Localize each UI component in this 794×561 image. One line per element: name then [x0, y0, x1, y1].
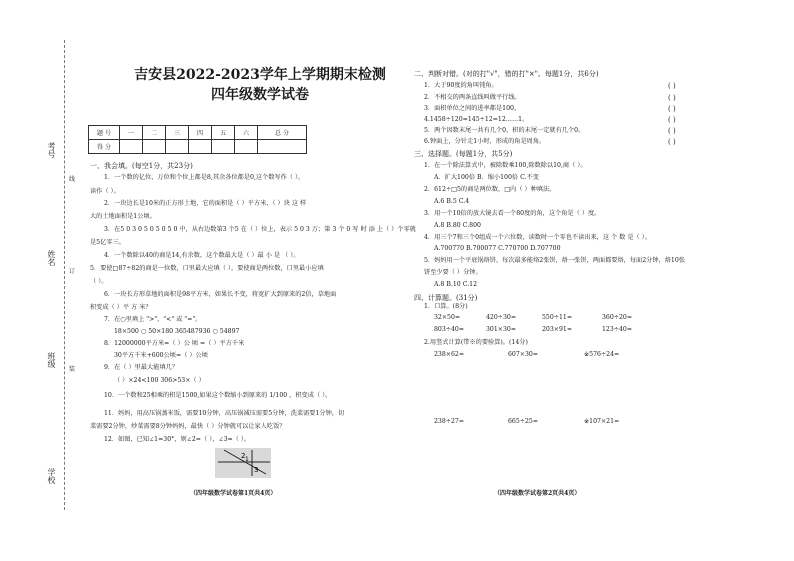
question-line: 积变成（ ）平 方 米？	[90, 304, 152, 311]
judge-item: 2．不相交的两条直线叫做平行线。	[424, 94, 521, 101]
score-cell: 二	[143, 126, 166, 140]
binding-mark-line: 线	[69, 176, 76, 183]
oral-calc-item: 803÷40≈	[434, 326, 465, 333]
question-line: 30平方千米+600公顷=（ ）公顷	[114, 352, 208, 359]
choice-line: A.6 B.5 C.4	[434, 198, 470, 205]
vertical-calc-item: 238÷27=	[434, 418, 465, 425]
question-line: 18×500 ○ 50×180 365487936 ○ 54897	[114, 328, 240, 335]
score-cell: 六	[235, 126, 258, 140]
judge-item: 1．大于90度的角叫钝角。	[424, 82, 498, 89]
score-input-cell[interactable]	[120, 140, 143, 154]
page-footer-1: （四年级数学试卷第1页共4页）	[190, 490, 277, 497]
binding-dashed-line	[64, 40, 65, 510]
question-line: 是5亿零三。	[90, 239, 125, 246]
judge-answer-blank[interactable]: ( )	[668, 127, 676, 135]
section-1-heading: 一、我会填。(每空1分，共23分)	[90, 162, 193, 170]
side-label-exam-number: 考号	[47, 142, 56, 158]
choice-line: 2．612÷□5的商是两位数，□内（ ）种填法。	[424, 186, 556, 193]
question-line: 菜需要2分钟，炒菜需要8分钟妈妈，最快（ ）分钟就可以让家人吃饭？	[90, 423, 286, 430]
vertical-calc-item: 665÷25=	[508, 418, 539, 425]
oral-calc-item: 420÷30=	[486, 314, 517, 321]
section-2-heading: 二、判断对错。(对的打"√"，错的打"×"。每题1分，共6分)	[414, 70, 599, 78]
judge-answer-blank[interactable]: ( )	[668, 105, 676, 113]
angle-figure	[214, 446, 274, 480]
vertical-calc-item: 238×62=	[434, 351, 465, 358]
question-line: （ ）×24<100 306>53×（ ）	[114, 377, 205, 384]
oral-calc-item: 123÷40≈	[602, 326, 633, 333]
exam-title: 吉安县2022-2023学年上学期期末检测	[134, 67, 386, 83]
score-table-score-row	[89, 140, 307, 154]
exam-subtitle: 四年级数学试卷	[211, 87, 309, 103]
oral-calc-item: 32×50=	[434, 314, 461, 321]
choice-line: A．扩大100倍 B．缩小100倍 C.不变	[434, 174, 539, 181]
vertical-calc-title: 2.用竖式计算(带※的要验算)。(14分)	[424, 339, 528, 346]
judge-item: 4.1458÷120=145÷12=12……1。	[424, 116, 529, 123]
question-line: 6．一块长方形草地的面积是98平方米，如果长不变，将宽扩大到原来的2倍，草地面	[104, 291, 337, 298]
section-4-heading: 四、计算题。(31分)	[414, 294, 478, 302]
choice-line: A.8 B.80 C.800	[434, 222, 481, 229]
side-label-class: 班级	[47, 352, 56, 368]
score-cell: 得 分	[89, 140, 120, 154]
side-label-school: 学校	[47, 468, 56, 484]
score-input-cell[interactable]	[166, 140, 189, 154]
choice-line: 1．在一个除法算式中，被除数乘100,除数除以10,商（ ）。	[424, 162, 587, 169]
choice-line: 3．用一个10倍的放大镜去看一个80度的角，这个角是（ ）度。	[424, 210, 601, 217]
vertical-calc-item: ※576÷24=	[584, 351, 620, 358]
judge-answer-blank[interactable]: ( )	[668, 94, 676, 102]
oral-calc-item: 301×30≈	[486, 326, 517, 333]
oral-calc-item: 550÷11=	[542, 314, 573, 321]
score-cell: 总 分	[258, 126, 307, 140]
oral-calc-title: 1．口算。(8分)	[424, 303, 468, 310]
question-line: 5．要使□87÷82的商是一位数，口里最大应填（ ），要使商是两位数，口里最小应填	[90, 265, 324, 272]
side-label-name: 姓名	[47, 250, 56, 266]
score-input-cell[interactable]	[143, 140, 166, 154]
binding-mark-pack: 装	[69, 366, 76, 373]
judge-answer-blank[interactable]: ( )	[668, 82, 676, 90]
question-line: 11．妈妈，用高压锅蒸米饭，需要10分钟，高压锅减压需要5分钟，洗菜需要1分钟，切	[104, 410, 345, 417]
judge-item: 6.钟面上，分针走1小时，形成的角是周角。	[424, 138, 546, 145]
choice-line: A.8 B.10 C.12	[434, 281, 478, 288]
vertical-calc-item: 607×30=	[508, 351, 539, 358]
question-line: 2．一块边长是10米的正方形土地，它的面积是（ ）平方米，（ ）块 这 样	[104, 200, 307, 207]
oral-calc-item: 203×91≈	[542, 326, 573, 333]
angle-label-3: 3	[254, 466, 259, 474]
score-cell: 题 号	[89, 126, 120, 140]
choice-line: 4．用三个7和三个0组成一个六位数，读数时一个零也不读出来，这 个 数 是（ ）。	[424, 234, 651, 241]
score-cell: 一	[120, 126, 143, 140]
question-line: （ ）。	[90, 278, 108, 285]
score-table-header-row	[89, 126, 307, 140]
score-table	[88, 125, 307, 154]
angle-label-1: 1	[245, 456, 249, 463]
section-3-heading: 三、选择题。(每题1分，共5分)	[414, 150, 513, 158]
oral-calc-item: 360÷20=	[602, 314, 633, 321]
question-line: 9．在（ ）里最大能填几？	[104, 364, 178, 371]
score-cell: 三	[166, 126, 189, 140]
question-line: 3．在5 0 3 0 5 0 5 0 5 0 中，从右边数第3 个5 在（ ）位上，表示 5 0 3 万；第 3 个 0 写 时 添 上（ ）个零就	[104, 226, 416, 233]
angle-label-2: 2	[241, 452, 246, 460]
judge-item: 3．面积单位之间的进率都是100。	[424, 105, 521, 112]
choice-line: A.700770 B.700077 C.770700 D.707700	[434, 245, 561, 252]
score-input-cell[interactable]	[258, 140, 307, 154]
question-line: 大的土地面积是1公顷。	[90, 213, 156, 220]
score-cell: 四	[189, 126, 212, 140]
question-line: 读作（ ）。	[90, 188, 120, 195]
judge-answer-blank[interactable]: ( )	[668, 116, 676, 124]
binding-mark-order: 订	[69, 268, 76, 275]
vertical-calc-item: ※107×21=	[584, 418, 620, 425]
judge-answer-blank[interactable]: ( )	[668, 138, 676, 146]
question-line: 7．在○里填上 ">"、"<" 或 "="。	[104, 316, 202, 323]
score-input-cell[interactable]	[189, 140, 212, 154]
question-line: 12．如图，已知∠1=30°，则∠2=（ ），∠3=（ ）。	[104, 436, 251, 443]
score-input-cell[interactable]	[212, 140, 235, 154]
judge-item: 5．两个因数末尾一共有几个0，积的末尾一定就有几个0。	[424, 127, 585, 134]
choice-line: 饼至少要（ ）分钟。	[424, 269, 482, 276]
score-cell: 五	[212, 126, 235, 140]
score-input-cell[interactable]	[235, 140, 258, 154]
choice-line: 5．妈妈用一个平底锅烙饼，每次最多能烙2张饼，烙一张饼，两面都要烙，每面2分钟，烙10张	[424, 257, 685, 264]
question-line: 8．12000000平方米=（ ）公 顷 =（ ）平方千米	[104, 340, 245, 347]
page-footer-2: （四年级数学试卷第2页共4页）	[494, 490, 581, 497]
question-line: 1．一个数的亿位、万位和个位上都是8,其余各位都是0,这个数写作（ ），	[104, 174, 305, 181]
question-line: 4．一个数除以40的商是14,有余数，这个数最大是（ ）最 小 是 （ ）。	[104, 252, 300, 259]
question-line: 10．一个数和25相乘的积是1500,如果这个数缩小到原来的 1/100 ，积变成（ ）。	[104, 392, 332, 399]
